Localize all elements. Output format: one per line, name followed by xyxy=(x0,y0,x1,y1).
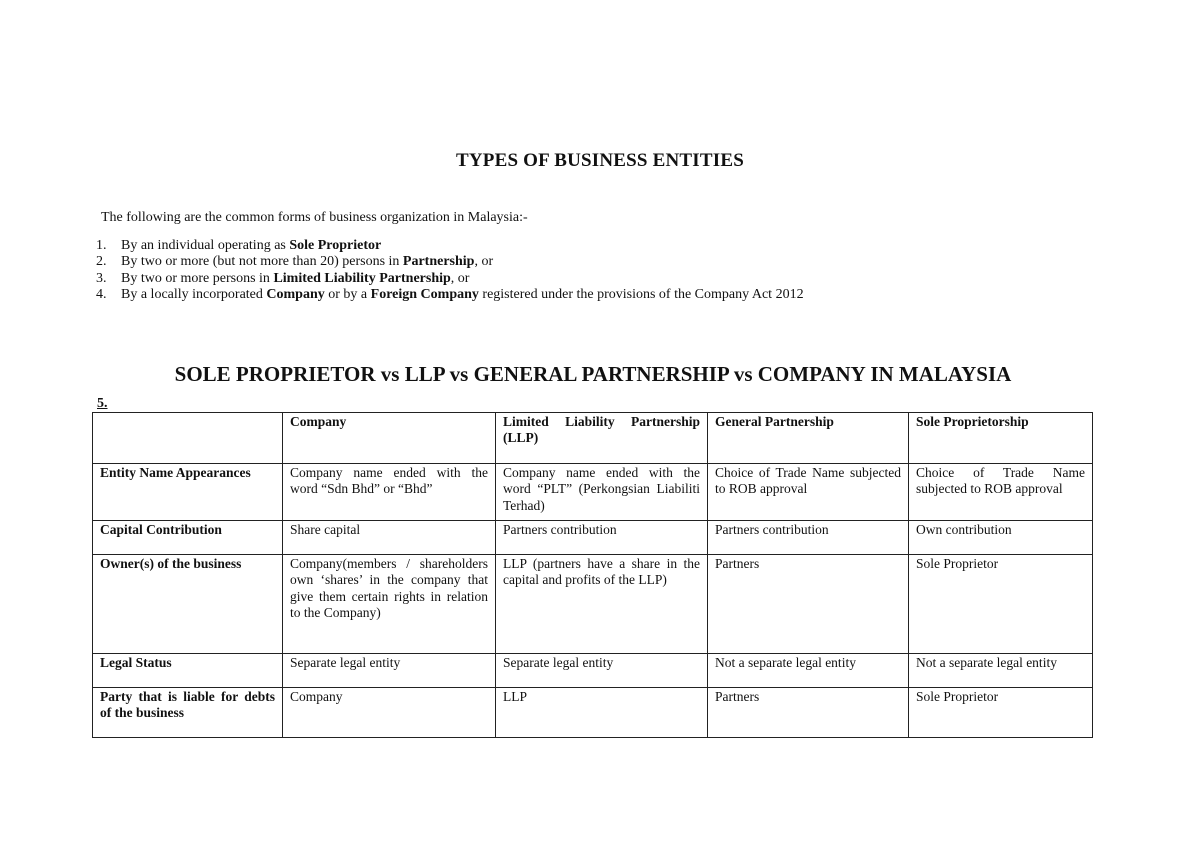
list-number: 3. xyxy=(96,270,107,286)
table-cell: Separate legal entity xyxy=(496,654,708,688)
list-number: 1. xyxy=(96,238,107,253)
intro-text: The following are the common forms of business organization in Malaysia:- xyxy=(101,210,528,225)
table-cell: Partners xyxy=(708,688,909,738)
list-bold-term: Partnership xyxy=(402,254,475,270)
list-text: , or xyxy=(450,270,470,286)
table-cell: Share capital xyxy=(283,521,496,555)
row-label: Owner(s) of the business xyxy=(93,555,283,654)
table-cell: Company name ended with the word “PLT” (Perkongsian Liabiliti Terhad) xyxy=(496,464,708,521)
list-item xyxy=(96,238,804,254)
table-row xyxy=(93,688,1093,738)
table-header-row xyxy=(93,413,1093,464)
document-title: TYPES OF BUSINESS ENTITIES xyxy=(455,150,745,171)
row-label: Party that is liable for debts of the business xyxy=(93,688,283,738)
table-cell: Sole Proprietor xyxy=(909,555,1093,654)
list-text: or by a xyxy=(324,286,371,302)
list-bold-term: Limited Liability Partnership xyxy=(273,270,451,286)
comparison-title: SOLE PROPRIETOR vs LLP vs GENERAL PARTNERSHIP vs COMPANY IN MALAYSIA xyxy=(174,362,1012,386)
row-label: Legal Status xyxy=(93,654,283,688)
table-header-cell: General Partnership xyxy=(708,413,909,464)
list-text: By two or more persons in xyxy=(121,270,274,286)
table-cell: Company name ended with the word “Sdn Bhd” or “Bhd” xyxy=(283,464,496,521)
table-cell: LLP (partners have a share in the capital and profits of the LLP) xyxy=(496,555,708,654)
table-cell: LLP xyxy=(496,688,708,738)
section-number: 5. xyxy=(97,396,108,411)
table-row xyxy=(93,654,1093,688)
list-item xyxy=(96,271,804,287)
list-text: By two or more (but not more than 20) persons in xyxy=(121,254,403,270)
table-cell: Choice of Trade Name subjected to ROB approval xyxy=(708,464,909,521)
table-row xyxy=(93,521,1093,555)
list-item xyxy=(96,254,804,270)
list-number: 4. xyxy=(96,286,107,302)
table-cell: Partners contribution xyxy=(708,521,909,555)
entity-list xyxy=(96,238,804,303)
table-row xyxy=(93,464,1093,521)
list-text: registered under the provisions of the Company Act 2012 xyxy=(478,286,804,302)
comparison-table xyxy=(92,412,1093,738)
table-header-cell xyxy=(93,413,283,464)
list-item xyxy=(96,287,804,303)
table-cell: Partners xyxy=(708,555,909,654)
table-header-cell: Sole Proprietorship xyxy=(909,413,1093,464)
row-label: Entity Name Appearances xyxy=(93,464,283,521)
list-bold-term: Foreign Company xyxy=(370,286,479,302)
table-cell: Choice of Trade Name subjected to ROB approval xyxy=(909,464,1093,521)
table-cell: Not a separate legal entity xyxy=(708,654,909,688)
table-cell: Own contribution xyxy=(909,521,1093,555)
table-cell: Not a separate legal entity xyxy=(909,654,1093,688)
table-row xyxy=(93,555,1093,654)
table-cell: Separate legal entity xyxy=(283,654,496,688)
list-text: By a locally incorporated xyxy=(121,286,267,302)
table-cell: Company xyxy=(283,688,496,738)
table-cell: Company(members / shareholders own ‘shares’ in the company that give them certain rights in relation to the Company) xyxy=(283,555,496,654)
row-label: Capital Contribution xyxy=(93,521,283,555)
table-header-cell: Limited Liability Partnership (LLP) xyxy=(496,413,708,464)
list-text: By an individual operating as xyxy=(121,238,290,253)
table-header-cell: Company xyxy=(283,413,496,464)
list-text: , or xyxy=(474,254,494,270)
list-number: 2. xyxy=(96,254,107,270)
table-cell: Partners contribution xyxy=(496,521,708,555)
list-bold-term: Company xyxy=(266,286,325,302)
list-bold-term: Sole Proprietor xyxy=(289,238,382,253)
table-cell: Sole Proprietor xyxy=(909,688,1093,738)
